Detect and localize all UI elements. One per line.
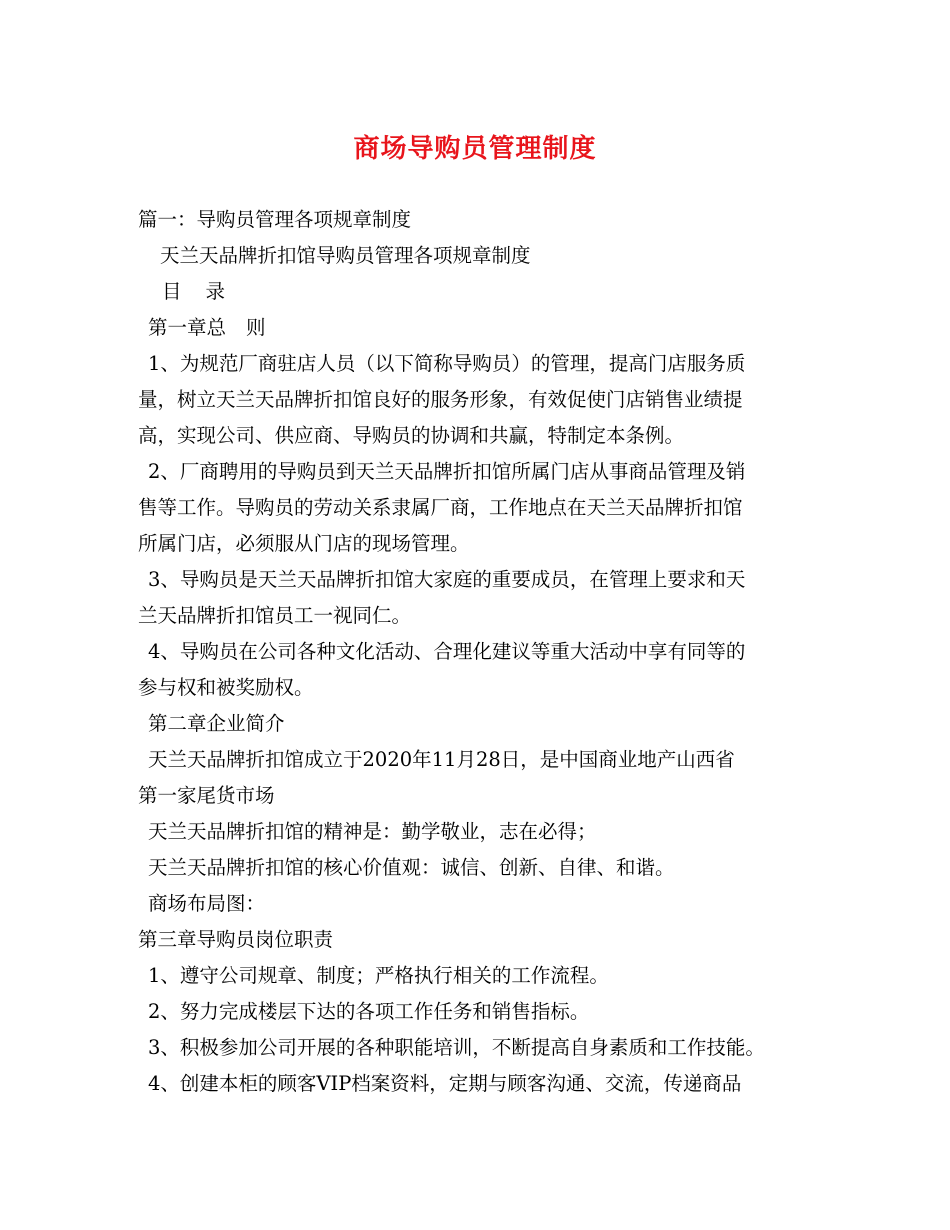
chapter-heading: 第二章企业简介 [148, 712, 285, 735]
paragraph-line: 售等工作。导购员的劳动关系隶属厂商，工作地点在天兰天品牌折扣馆 [138, 496, 743, 519]
document-title: 商场导购员管理制度 [353, 134, 597, 164]
paragraph-line: 天兰天品牌折扣馆成立于2020年11月28日，是中国商业地产山西省 [148, 748, 735, 771]
paragraph-line: 4、创建本柜的顾客VIP档案资料，定期与顾客沟通、交流，传递商品 [148, 1072, 742, 1095]
paragraph-line: 商场布局图： [148, 892, 266, 915]
paragraph-line: 天兰天品牌折扣馆的核心价值观：诚信、创新、自律、和谐。 [148, 856, 675, 879]
toc-char-1: 目 [162, 280, 182, 303]
paragraph-line: 2、努力完成楼层下达的各项工作任务和销售指标。 [148, 1000, 590, 1023]
paragraph-line: 参与权和被奖励权。 [138, 676, 314, 699]
subtitle-line: 天兰天品牌折扣馆导购员管理各项规章制度 [160, 244, 531, 267]
toc-heading [138, 274, 818, 310]
toc-char-2: 录 [205, 280, 226, 303]
paragraph-line: 所属门店，必须服从门店的现场管理。 [138, 532, 470, 555]
paragraph-line: 天兰天品牌折扣馆的精神是：勤学敬业，志在必得； [148, 820, 597, 843]
paragraph-line: 3、积极参加公司开展的各种职能培训，不断提高自身素质和工作技能。 [148, 1036, 765, 1059]
chapter-heading [138, 310, 818, 346]
paragraph-line: 2、厂商聘用的导购员到天兰天品牌折扣馆所属门店从事商品管理及销 [148, 460, 746, 483]
paragraph-line: 4、导购员在公司各种文化活动、合理化建议等重大活动中享有同等的 [148, 640, 746, 663]
chapter-heading: 第三章导购员岗位职责 [138, 928, 334, 951]
paragraph-line: 1、为规范厂商驻店人员（以下简称导购员）的管理，提高门店服务质 [148, 352, 746, 375]
paragraph-line: 兰天品牌折扣馆员工一视同仁。 [138, 604, 412, 627]
paragraph-line: 3、导购员是天兰天品牌折扣馆大家庭的重要成员，在管理上要求和天 [148, 568, 746, 591]
chapter-heading-part-1: 第一章总 [148, 316, 227, 339]
section-heading: 篇一：导购员管理各项规章制度 [138, 208, 412, 231]
paragraph-line: 量，树立天兰天品牌折扣馆良好的服务形象，有效促使门店销售业绩提 [138, 388, 743, 411]
paragraph-line: 1、遵守公司规章、制度；严格执行相关的工作流程。 [148, 964, 609, 987]
chapter-heading-part-2: 则 [246, 316, 266, 339]
document-body [138, 202, 818, 1102]
paragraph-line: 高，实现公司、供应商、导购员的协调和共赢，特制定本条例。 [138, 424, 685, 447]
paragraph-line: 第一家尾货市场 [138, 784, 275, 807]
